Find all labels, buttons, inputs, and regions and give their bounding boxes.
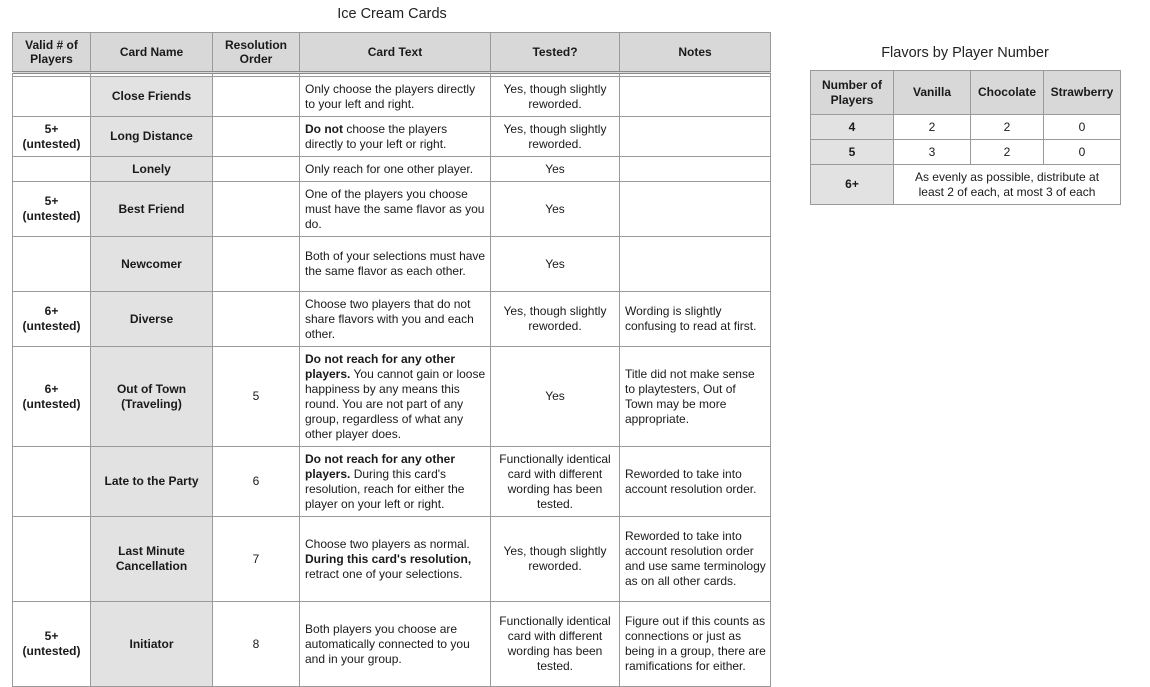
resolution-order-cell <box>213 182 300 237</box>
notes-cell: Title did not make sense to playtesters, Out of Town may be more appropriate. <box>620 347 771 447</box>
header-vanilla: Vanilla <box>894 71 971 115</box>
header-resolution-order: Resolution Order <box>213 33 300 73</box>
tested-cell: Yes, though slightly reworded. <box>491 117 620 157</box>
card-text-body: retract one of your selections. <box>305 566 463 581</box>
card-text-cell <box>300 602 491 687</box>
flavors-table-title: Flavors by Player Number <box>881 45 1049 61</box>
card-name-cell: Late to the Party <box>91 447 213 517</box>
distribution-note: As evenly as possible, distribute at least 2 of each, at most 3 of each <box>894 165 1121 205</box>
notes-cell <box>620 182 771 237</box>
tested-cell: Yes <box>491 237 620 292</box>
resolution-order-cell <box>213 77 300 117</box>
card-text-emphasis: Do not reach for any other players. <box>305 451 456 481</box>
card-row <box>13 447 771 517</box>
notes-cell: Reworded to take into account resolution order and use same terminology as on all other cards. <box>620 517 771 602</box>
card-name-cell: Diverse <box>91 292 213 347</box>
valid-players-cell <box>13 77 91 117</box>
resolution-order-cell: 5 <box>213 347 300 447</box>
card-name-cell: Best Friend <box>91 182 213 237</box>
resolution-order-cell <box>213 117 300 157</box>
card-text-cell <box>300 77 491 117</box>
vanilla-cell: 3 <box>894 140 971 165</box>
flavors-by-player-table <box>810 70 1121 205</box>
valid-players-cell: 5+ (untested) <box>13 182 91 237</box>
header-card-text: Card Text <box>300 33 491 73</box>
card-name-cell: Out of Town (Traveling) <box>91 347 213 447</box>
cards-table-title: Ice Cream Cards <box>337 6 447 22</box>
flavors-row <box>811 115 1121 140</box>
ice-cream-cards-table <box>12 32 771 687</box>
card-text-emphasis: During this card's resolution, <box>305 551 472 566</box>
tested-cell: Yes, though slightly reworded. <box>491 517 620 602</box>
card-row <box>13 77 771 117</box>
card-text-emphasis: Do not <box>305 121 343 136</box>
tested-cell: Functionally identical card with different wording has been tested. <box>491 602 620 687</box>
valid-players-cell: 5+ (untested) <box>13 602 91 687</box>
header-valid-players: Valid # of Players <box>13 33 91 73</box>
tested-cell: Functionally identical card with different wording has been tested. <box>491 447 620 517</box>
header-card-name: Card Name <box>91 33 213 73</box>
header-notes: Notes <box>620 33 771 73</box>
valid-players-cell <box>13 237 91 292</box>
notes-cell: Figure out if this counts as connections or just as being in a group, there are ramifications for either. <box>620 602 771 687</box>
players-cell: 5 <box>811 140 894 165</box>
tested-cell: Yes <box>491 182 620 237</box>
card-text-cell <box>300 347 491 447</box>
card-text-body: Only choose the players directly to your left and right. <box>305 81 476 111</box>
card-text-cell <box>300 517 491 602</box>
card-name-cell: Last Minute Cancellation <box>91 517 213 602</box>
resolution-order-cell: 7 <box>213 517 300 602</box>
valid-players-cell: 6+ (untested) <box>13 347 91 447</box>
card-row <box>13 292 771 347</box>
notes-cell: Wording is slightly confusing to read at first. <box>620 292 771 347</box>
players-cell: 6+ <box>811 165 894 205</box>
vanilla-cell: 2 <box>894 115 971 140</box>
card-text-cell <box>300 237 491 292</box>
resolution-order-cell <box>213 237 300 292</box>
card-row <box>13 517 771 602</box>
header-number-of-players: Number of Players <box>811 71 894 115</box>
card-text-cell <box>300 292 491 347</box>
card-row <box>13 182 771 237</box>
card-row <box>13 117 771 157</box>
valid-players-cell <box>13 447 91 517</box>
cards-header-row <box>13 33 771 73</box>
card-text-body: Only reach for one other player. <box>305 161 474 176</box>
header-strawberry: Strawberry <box>1044 71 1121 115</box>
card-name-cell: Close Friends <box>91 77 213 117</box>
notes-cell <box>620 117 771 157</box>
card-text-cell <box>300 157 491 182</box>
flavors-row <box>811 140 1121 165</box>
notes-cell: Reworded to take into account resolution order. <box>620 447 771 517</box>
resolution-order-cell: 6 <box>213 447 300 517</box>
notes-cell <box>620 237 771 292</box>
chocolate-cell: 2 <box>971 115 1044 140</box>
header-tested: Tested? <box>491 33 620 73</box>
valid-players-cell <box>13 157 91 182</box>
card-text-body: During this card's resolution, reach for either the player on your left or right. <box>305 466 465 511</box>
tested-cell: Yes, though slightly reworded. <box>491 292 620 347</box>
card-text-lead: Choose two players as normal. <box>305 536 470 551</box>
header-chocolate: Chocolate <box>971 71 1044 115</box>
card-text-cell <box>300 182 491 237</box>
valid-players-cell <box>13 517 91 602</box>
card-text-body: Choose two players that do not share flavors with you and each other. <box>305 296 474 341</box>
notes-cell <box>620 77 771 117</box>
card-text-body: Both of your selections must have the same flavor as each other. <box>305 249 486 278</box>
strawberry-cell: 0 <box>1044 115 1121 140</box>
card-text-emphasis: Do not reach for any other players. <box>305 351 456 381</box>
card-text-body: You cannot gain or loose happiness by any means this round. You are not part of any group, regardless of what any other player does. <box>305 366 486 441</box>
card-text-body: choose the players directly to your left or right. <box>305 121 448 151</box>
card-name-cell: Long Distance <box>91 117 213 157</box>
card-name-cell: Newcomer <box>91 237 213 292</box>
flavors-row <box>811 165 1121 205</box>
flavors-header-row <box>811 71 1121 115</box>
resolution-order-cell: 8 <box>213 602 300 687</box>
tested-cell: Yes <box>491 157 620 182</box>
tested-cell: Yes, though slightly reworded. <box>491 77 620 117</box>
tested-cell: Yes <box>491 347 620 447</box>
card-text-body: One of the players you choose must have the same flavor as you do. <box>305 186 485 231</box>
resolution-order-cell <box>213 157 300 182</box>
card-row <box>13 347 771 447</box>
card-row <box>13 602 771 687</box>
notes-cell <box>620 157 771 182</box>
card-text-cell <box>300 447 491 517</box>
card-row <box>13 237 771 292</box>
card-text-cell <box>300 117 491 157</box>
card-name-cell: Initiator <box>91 602 213 687</box>
players-cell: 4 <box>811 115 894 140</box>
resolution-order-cell <box>213 292 300 347</box>
card-text-body: Both players you choose are automatically connected to you and in your group. <box>305 621 470 666</box>
strawberry-cell: 0 <box>1044 140 1121 165</box>
valid-players-cell: 6+ (untested) <box>13 292 91 347</box>
card-name-cell: Lonely <box>91 157 213 182</box>
chocolate-cell: 2 <box>971 140 1044 165</box>
valid-players-cell: 5+ (untested) <box>13 117 91 157</box>
card-row <box>13 157 771 182</box>
